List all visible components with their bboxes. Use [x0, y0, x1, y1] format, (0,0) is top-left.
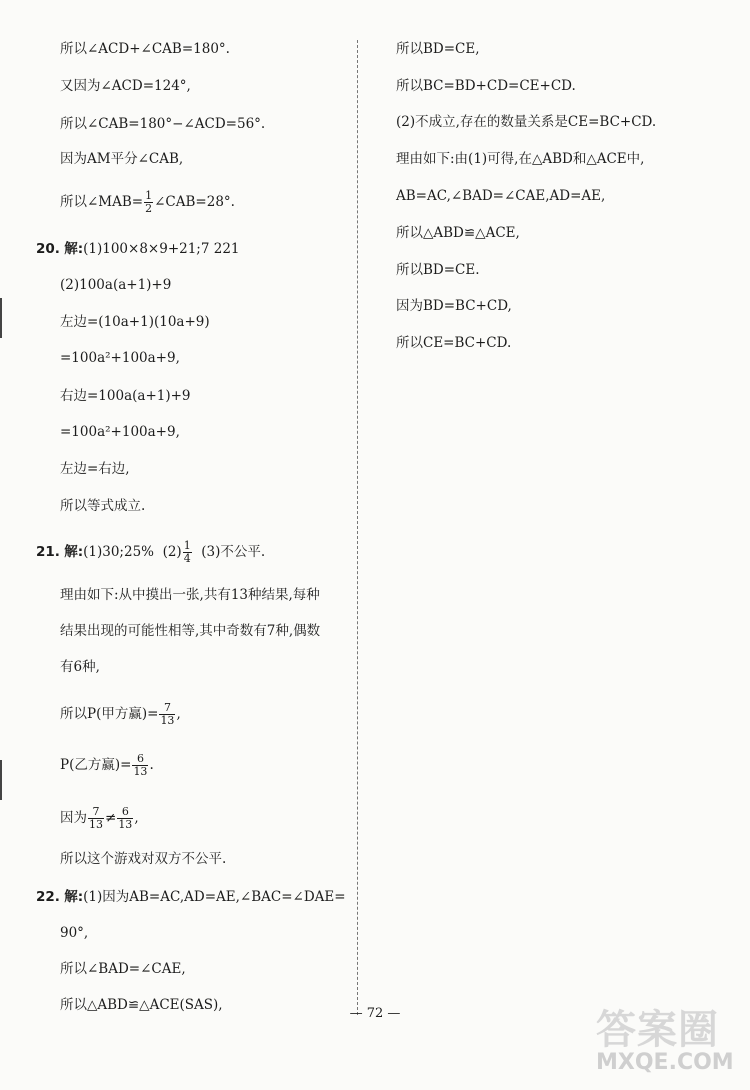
solution-line: [60, 806, 139, 831]
solution-line: 右边=100a(a+1)+9: [60, 388, 191, 404]
solution-line: 所以BD=CE,: [396, 41, 480, 57]
solution-line: 所以CE=BC+CD.: [396, 335, 512, 351]
solution-line: 所以△ABD≌△ACE,: [396, 225, 520, 241]
text-segment: .: [149, 757, 154, 773]
text-segment: ,: [134, 810, 139, 826]
solution-line: 所以∠ACD+∠CAB=180°.: [60, 41, 230, 57]
watermark-url-text: MXQE.COM: [596, 1050, 734, 1075]
text-segment: 所以P(甲方赢)=: [60, 706, 159, 722]
solution-line: 所以这个游戏对双方不公平.: [60, 851, 227, 867]
fraction: [183, 540, 192, 565]
fraction: [88, 806, 104, 831]
problem-number: 21.: [36, 544, 60, 560]
fraction: [159, 702, 175, 727]
solution-line: =100a²+100a+9,: [60, 424, 180, 440]
text-segment: ,: [176, 706, 181, 722]
site-watermark: [596, 998, 746, 1086]
fraction: [144, 190, 153, 215]
solution-line: 理由如下:从中摸出一张,共有13种结果,每种: [60, 587, 320, 603]
solution-line: 左边=(10a+1)(10a+9): [60, 314, 210, 330]
solution-line: AB=AC,∠BAD=∠CAE,AD=AE,: [396, 188, 606, 204]
solution-line: [60, 190, 235, 215]
scan-artifact: [0, 760, 8, 800]
solution-line: 因为BD=BC+CD,: [396, 298, 512, 314]
solution-label: 解:: [64, 544, 84, 560]
column-divider: [357, 40, 358, 1015]
fraction-denominator: 4: [183, 552, 191, 565]
solution-line: 又因为∠ACD=124°,: [60, 78, 191, 94]
solution-line: [60, 753, 154, 778]
solution-line: 90°,: [60, 925, 89, 941]
fraction-denominator: 2: [145, 202, 153, 215]
text-segment: (3)不公平.: [192, 544, 266, 560]
fraction-denominator: 13: [160, 714, 175, 727]
solution-line: 所以∠BAD=∠CAE,: [60, 961, 186, 977]
fraction-numerator: 7: [88, 806, 104, 819]
solution-line: (2)不成立,存在的数量关系是CE=BC+CD.: [396, 114, 657, 130]
text-segment: ∠CAB=28°.: [154, 194, 235, 210]
problem-20-header: [36, 240, 240, 258]
text-segment: (1)30;25% (2): [83, 544, 182, 560]
problem-number: 22.: [36, 889, 60, 905]
solution-label: 解:: [64, 889, 84, 905]
fraction-denominator: 13: [133, 765, 148, 778]
fraction-numerator: 7: [159, 702, 175, 715]
solution-label: 解:: [64, 241, 84, 257]
solution-line: 结果出现的可能性相等,其中奇数有7种,偶数: [60, 623, 321, 639]
watermark-logo-text: 答案圈: [596, 1007, 719, 1053]
fraction-numerator: 1: [145, 189, 153, 202]
page-number: — 72 —: [349, 1006, 401, 1021]
solution-line: 左边=右边,: [60, 461, 130, 477]
text-segment: (1)100×8×9+21;7 221: [83, 241, 240, 257]
solution-line: [60, 702, 181, 727]
problem-number: 20.: [36, 241, 60, 257]
solution-line: (2)100a(a+1)+9: [60, 277, 172, 293]
text-segment: ≠: [105, 810, 117, 826]
solution-line: 所以∠CAB=180°−∠ACD=56°.: [60, 116, 266, 132]
fraction: [132, 753, 148, 778]
scan-artifact: [0, 298, 8, 338]
solution-line: 所以BD=CE.: [396, 262, 480, 278]
text-segment: (1)因为AB=AC,AD=AE,∠BAC=∠DAE=: [83, 889, 346, 905]
solution-line: 因为AM平分∠CAB,: [60, 151, 184, 167]
text-segment: P(乙方赢)=: [60, 757, 132, 773]
problem-22-header: [36, 888, 346, 906]
solution-line: 所以BC=BD+CD=CE+CD.: [396, 78, 576, 94]
fraction-numerator: 1: [183, 539, 191, 552]
text-segment: 所以∠MAB=: [60, 194, 144, 210]
solution-line: 所以等式成立.: [60, 498, 146, 514]
solution-line: 有6种,: [60, 659, 100, 675]
fraction-denominator: 13: [89, 818, 103, 831]
text-segment: 因为: [60, 810, 87, 826]
fraction-denominator: 13: [118, 818, 133, 831]
fraction-numerator: 6: [117, 806, 133, 819]
solution-line: 所以△ABD≌△ACE(SAS),: [60, 997, 223, 1013]
solution-line: 理由如下:由(1)可得,在△ABD和△ACE中,: [396, 151, 645, 167]
fraction: [117, 806, 133, 831]
fraction-numerator: 6: [132, 753, 148, 766]
problem-21-header: [36, 540, 265, 565]
solution-line: =100a²+100a+9,: [60, 350, 180, 366]
